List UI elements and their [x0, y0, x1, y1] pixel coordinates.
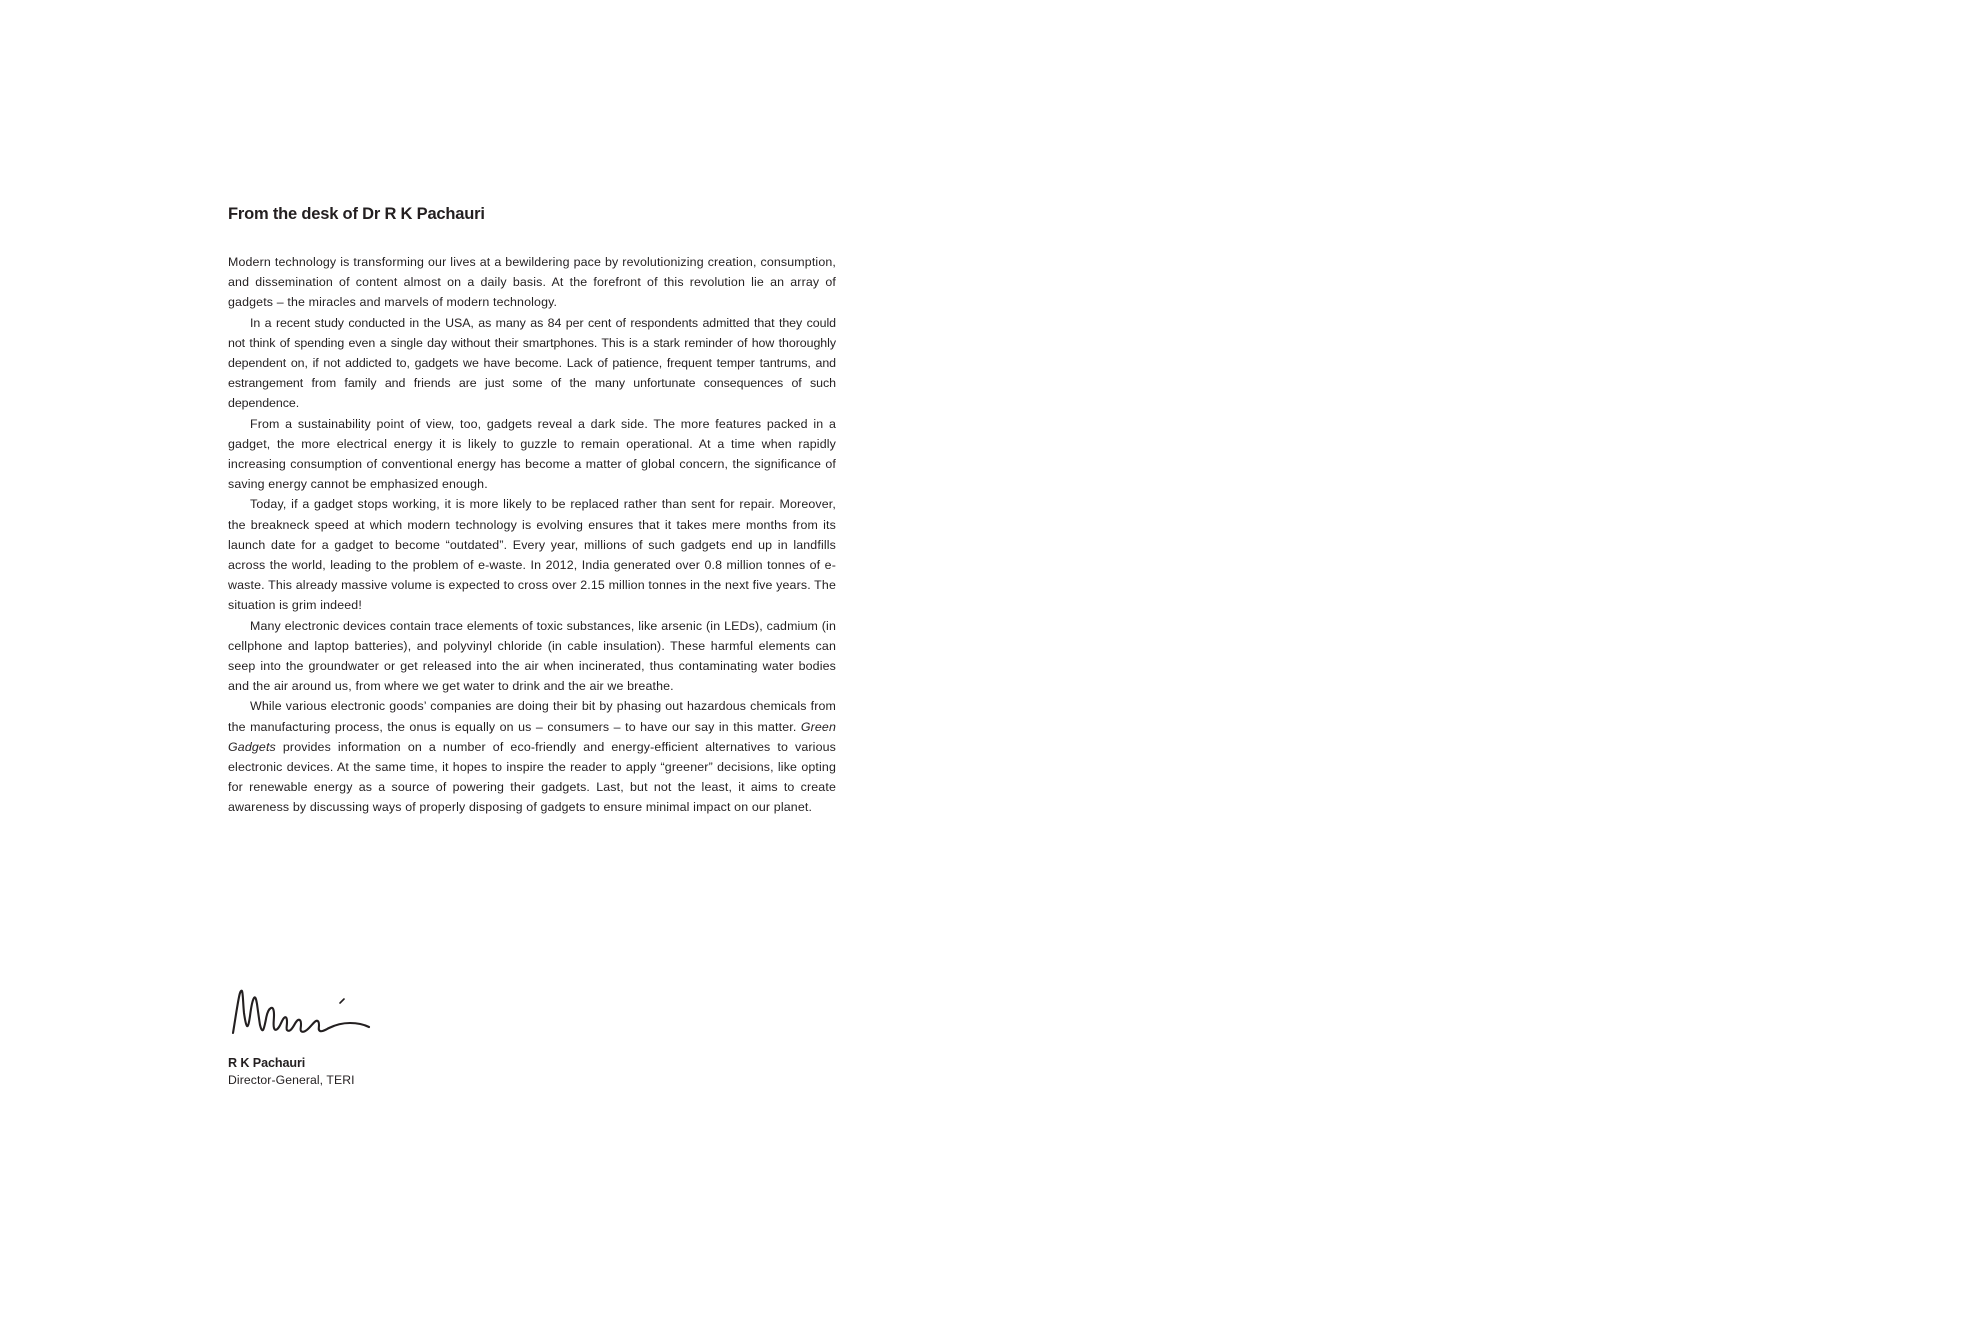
page-title: From the desk of Dr R K Pachauri: [228, 205, 485, 223]
paragraph-1: Modern technology is transforming our lives at a bewildering pace by revolutionizing creation, consumption, and dissemination of content almost on a daily basis. At the forefront of this revolution lie an array of gadgets – the miracles and marvels of modern technology.: [228, 255, 836, 310]
letter-content: [228, 205, 836, 818]
paragraph-6-part2: provides information on a number of eco-friendly and energy-efficient alternatives to various electronic devices. At the same time, it hopes to inspire the reader to apply “greener” decisions, like opting for renewable energy as a source of powering their gadgets. Last, but not the least, it aims to create awareness by discussing ways of properly disposing of gadgets to ensure minimal impact on our planet.: [228, 739, 836, 815]
paragraph-6-part1: While various electronic goods’ companies are doing their bit by phasing out hazardous chemicals from the manufacturing process, the onus is equally on us – consumers – to have our say in this matter.: [228, 699, 836, 734]
handwritten-signature-icon: [228, 985, 393, 1047]
paragraph-2: In a recent study conducted in the USA, as many as 84 per cent of respondents admitted that they could not think of spending even a single day without their smartphones. This is a stark reminder of how thoroughly dependent on, if not addicted to, gadgets we have become. Lack of patience, frequent temper tantrums, and estrangement from family and friends are just some of the many unfortunate consequences of such dependence.: [228, 315, 836, 411]
signature-title: Director-General, TERI: [228, 1073, 355, 1087]
paragraph-3: From a sustainability point of view, too, gadgets reveal a dark side. The more features packed in a gadget, the more electrical energy it is likely to guzzle to remain operational. At a time when rapidly increasing consumption of conventional energy has become a matter of global concern, the significance of saving energy cannot be emphasized enough.: [228, 416, 836, 492]
paragraph-5: Many electronic devices contain trace elements of toxic substances, like arsenic (in LEDs), cadmium (in cellphone and laptop batteries), and polyvinyl chloride (in cable insulation). These harmful elements can seep into the groundwater or get released into the air when incinerated, thus contaminating water bodies and the air around us, from where we get water to drink and the air we breathe.: [228, 618, 836, 694]
paragraph-6: [228, 696, 836, 817]
signature-name: R K Pachauri: [228, 1056, 306, 1070]
paragraph-4: Today, if a gadget stops working, it is more likely to be replaced rather than sent for repair. Moreover, the breakneck speed at which modern technology is evolving ensures that it takes mere months from its launch date for a gadget to become “outdated”. Every year, millions of such gadgets end up in landfills across the world, leading to the problem of e-waste. In 2012, India generated over 0.8 million tonnes of e-waste. This already massive volume is expected to cross over 2.15 million tonnes in the next five years. The situation is grim indeed!: [228, 497, 836, 613]
signature-block: [228, 985, 628, 1087]
book-title-green-gadgets: Green Gadgets: [228, 719, 836, 754]
